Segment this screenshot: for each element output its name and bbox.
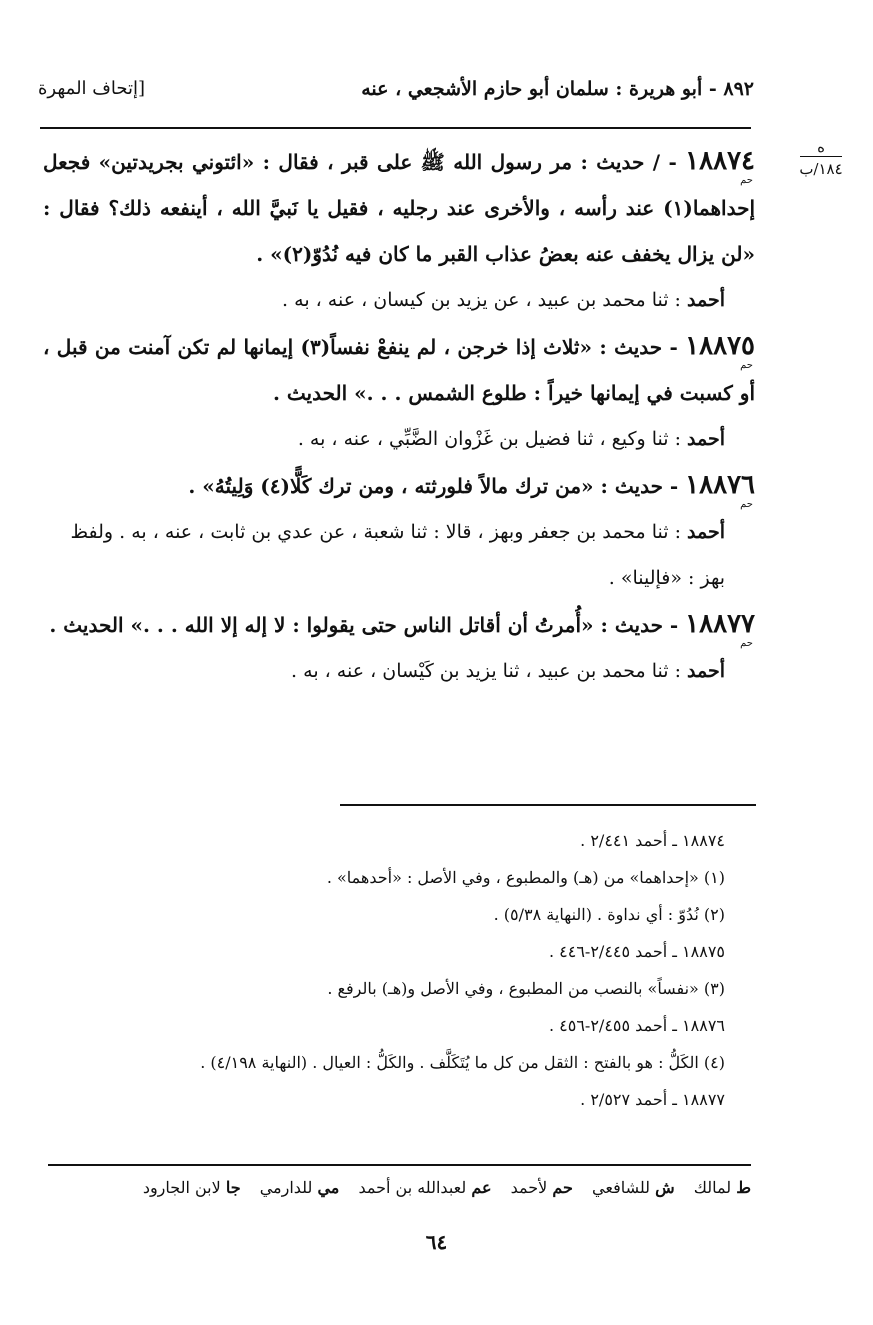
source-siglum: حم — [740, 175, 753, 186]
hadith-entry — [43, 323, 755, 416]
manuscript-mark: ه — [817, 138, 825, 156]
book-title: [إتحاف المهرة — [38, 78, 146, 99]
legend-entry: ط لمالك — [693, 1178, 751, 1197]
legend-rule — [48, 1164, 751, 1166]
legend-entry: عم لعبدالله بن أحمد — [358, 1178, 492, 1197]
hadith-entry — [43, 138, 755, 277]
source-siglum: حم — [740, 360, 753, 371]
folio-reference: ١٨٤/ب — [799, 160, 843, 178]
page-number: ٦٤ — [425, 1230, 448, 1254]
legend-entry: ش للشافعي — [592, 1178, 675, 1197]
footnotes — [35, 822, 725, 1118]
sigla-legend — [39, 1178, 751, 1197]
hadith-number: ١٨٨٧٤ حم — [685, 146, 755, 186]
isnad-source: أحمد — [687, 660, 725, 682]
source-siglum: حم — [740, 638, 753, 649]
footnote-rule — [340, 804, 756, 806]
hadith-number: ١٨٨٧٧ حم — [685, 609, 755, 649]
source-siglum: حم — [740, 499, 753, 510]
footnote-line: (٤) الكَلُّ : هو بالفتح : الثقل من كل ما يُتَكَلَّف . والكَلُّ : العيال . (النهاية ٤/١٩٨) . — [200, 1053, 725, 1072]
isnad-line — [43, 277, 755, 323]
footnote-line: (١) «إحداهما» من (هـ) والمطبوع ، وفي الأصل : «أحدهما» . — [326, 868, 725, 887]
isnad-source: أحمد — [687, 521, 725, 543]
margin-divider — [800, 156, 842, 157]
isnad-text: : ثنا محمد بن جعفر وبهز ، قالا : ثنا شعبة ، عن عدي بن ثابت ، عنه ، به . ولفظ بهز : «فإلينا» . — [70, 521, 725, 589]
footnote-line: ١٨٨٧٧ ـ أحمد ٢/٥٢٧ . — [580, 1090, 725, 1109]
page-header — [38, 78, 754, 114]
isnad-source: أحمد — [687, 428, 725, 450]
legend-entry: حم لأحمد — [510, 1178, 573, 1197]
hadith-entry — [43, 462, 755, 509]
header-rule — [40, 127, 751, 129]
isnad-text: : ثنا محمد بن عبيد ، ثنا يزيد بن كَيْسان ، عنه ، به . — [291, 660, 688, 682]
footnote-line: (٣) «نفساً» بالنصب من المطبوع ، وفي الأصل و(هـ) بالرفع . — [327, 979, 725, 998]
isnad-text: : ثنا وكيع ، ثنا فضيل بن غَزْوان الضَّبِّي ، عنه ، به . — [297, 428, 688, 450]
footnote-line: (٢) نُدُوّ : أي نداوة . (النهاية ٥/٣٨) . — [493, 905, 725, 924]
isnad-line — [43, 509, 755, 601]
main-text — [43, 138, 755, 694]
hadith-number: ١٨٨٧٥ حم — [685, 331, 755, 371]
hadith-text: - / حديث : مر رسول الله ﷺ على قبر ، فقال : «ائتوني بجريدتين» فجعل إحداهما(١) عند رأسه ، والأخرى عند رجليه ، فقيل يا نَبيَّ الله ، أينفعه ذلك؟ فقال : «لن يزال يخفف عنه بعضُ عذاب القبر ما كان فيه نُدُوّ(٢)» . — [43, 150, 755, 266]
isnad-text: : ثنا محمد بن عبيد ، عن يزيد بن كيسان ، عنه ، به . — [282, 289, 688, 311]
footnote-line: ١٨٨٧٤ ـ أحمد ٢/٤٤١ . — [580, 831, 725, 850]
hadith-text: - حديث : «ثلاث إذا خرجن ، لم ينفعْ نفساً(٣) إيمانها لم تكن آمنت من قبل ، أو كسبت في إيمانها خيراً : طلوع الشمس . . .» الحديث . — [43, 335, 755, 405]
legend-entry: مي للدارمي — [259, 1178, 340, 1197]
isnad-line — [43, 648, 755, 694]
isnad-source: أحمد — [687, 289, 725, 311]
hadith-entry — [43, 601, 755, 648]
isnad-line — [43, 416, 755, 462]
footnote-line: ١٨٨٧٦ ـ أحمد ٢/٤٥٥-٤٥٦ . — [548, 1016, 725, 1035]
hadith-number: ١٨٨٧٦ حم — [685, 470, 755, 510]
hadith-text: - حديث : «من ترك مالاً فلورثته ، ومن ترك كَلًّا(٤) وَلِيتُهُ» . — [188, 474, 679, 498]
margin-note — [791, 140, 851, 178]
footnote-line: ١٨٨٧٥ ـ أحمد ٢/٤٤٥-٤٤٦ . — [548, 942, 725, 961]
running-title: ٨٩٢ - أبو هريرة : سلمان أبو حازم الأشجعي ، عنه — [361, 78, 754, 100]
legend-entry: جا لابن الجارود — [142, 1178, 241, 1197]
hadith-text: - حديث : «أُمرتُ أن أقاتل الناس حتى يقولوا : لا إله إلا الله . . .» الحديث . — [49, 613, 679, 637]
